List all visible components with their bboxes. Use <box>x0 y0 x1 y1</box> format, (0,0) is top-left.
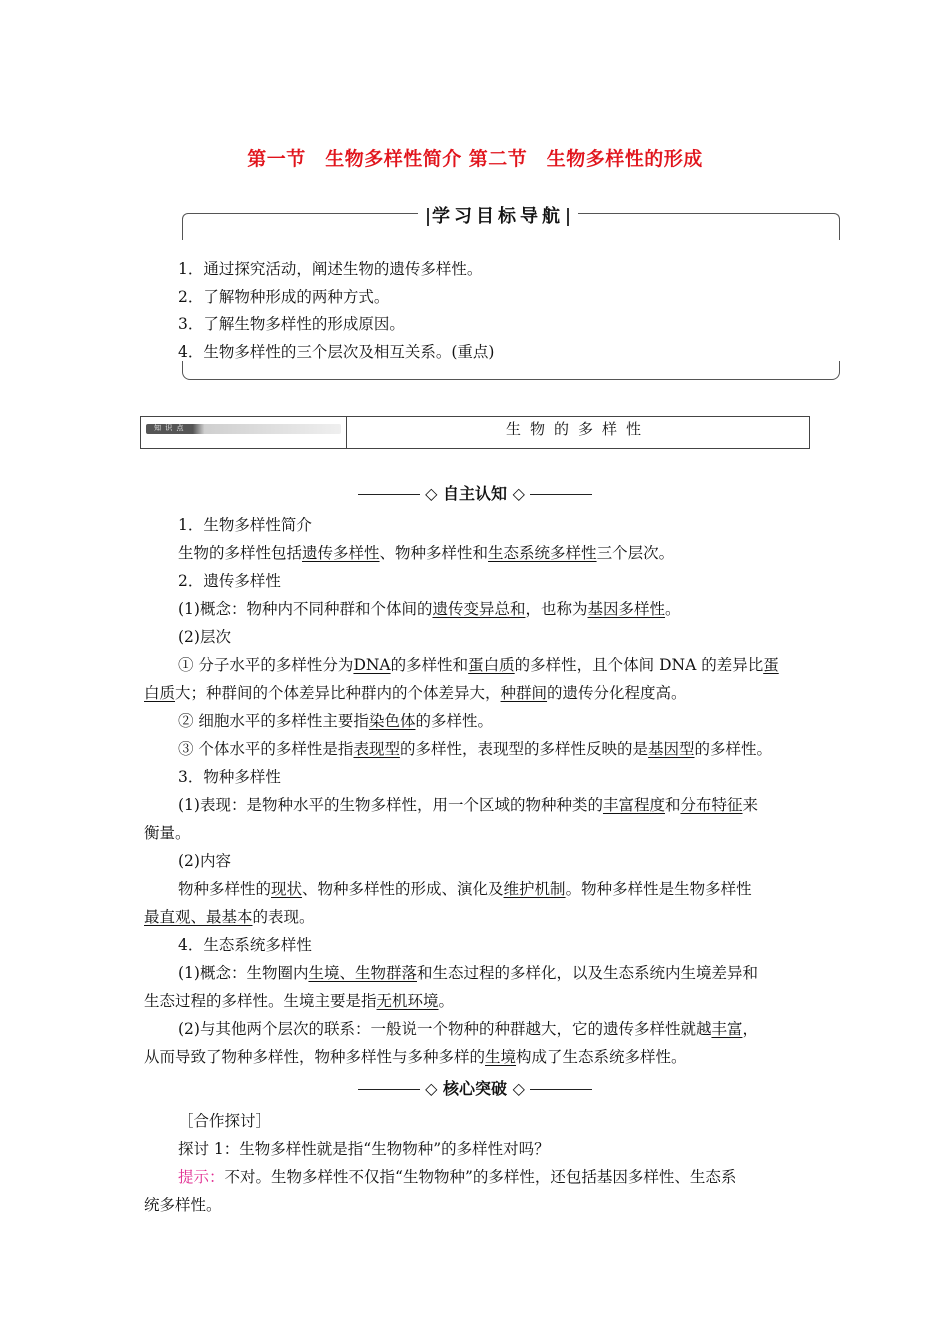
text-line: 白质大；种群间的个体差异比种群内的个体差异大，种群间的遗传分化程度高。 <box>144 684 687 702</box>
text-line: (1)概念：物种内不同种群和个体间的遗传变异总和，也称为基因多样性。 <box>178 600 681 618</box>
goal-item: 2．了解物种形成的两种方式。 <box>178 287 390 306</box>
text-line: (2)内容 <box>178 852 231 870</box>
text-line: (1)概念：生物圈内生境、生物群落和生态过程的多样化，以及生态系统内生境差异和 <box>178 964 758 982</box>
goal-item: 3．了解生物多样性的形成原因。 <box>178 315 405 333</box>
hint-label: 提示： <box>178 1168 225 1186</box>
text-line: 生态过程的多样性。生境主要是指无机环境。 <box>144 992 455 1010</box>
divider <box>358 494 420 495</box>
text-line: 提示：不对。生物多样性不仅指“生物物种”的多样性，还包括基因多样性、生态系 <box>178 1168 737 1186</box>
text-line: 3．物种多样性 <box>178 768 281 786</box>
text-line: 物种多样性的现状、物种多样性的形成、演化及维护机制。物种多样性是生物多样性 <box>178 880 752 898</box>
knowledge-point-badge: 知 识 点 <box>146 424 341 434</box>
divider <box>530 1089 592 1090</box>
text-line: 生物的多样性包括遗传多样性、物种多样性和生态系统多样性三个层次。 <box>178 544 675 562</box>
goal-item: 1．通过探究活动，阐述生物的遗传多样性。 <box>178 260 483 278</box>
section-core: ◇ 核心突破 ◇ <box>0 1076 950 1099</box>
goals-header: 学习目标导航 <box>418 202 578 228</box>
knowledge-point-bar <box>140 416 810 449</box>
text-line: ② 细胞水平的多样性主要指染色体的多样性。 <box>178 712 493 730</box>
text-line: ① 分子水平的多样性分为DNA的多样性和蛋白质的多样性，且个体间 DNA 的差异比蛋 <box>178 656 779 674</box>
header-bar-left-icon <box>427 208 429 226</box>
text-line: (2)层次 <box>178 628 231 646</box>
knowledge-point-label-cell <box>141 417 347 448</box>
divider <box>530 494 592 495</box>
text-line: (2)与其他两个层次的联系：一般说一个物种的种群越大，它的遗传多样性就越丰富， <box>178 1020 758 1038</box>
text-line: 最直观、最基本的表现。 <box>144 908 315 926</box>
text-line: ［合作探讨］ <box>178 1112 272 1130</box>
section-self-study: ◇ 自主认知 ◇ <box>0 481 950 504</box>
text-line: ③ 个体水平的多样性是指表现型的多样性，表现型的多样性反映的是基因型的多样性。 <box>178 740 772 758</box>
text-line: 1．生物多样性简介 <box>178 516 312 534</box>
goals-list <box>178 256 494 366</box>
text-line: 探讨 1：生物多样性就是指“生物物种”的多样性对吗？ <box>178 1140 550 1158</box>
text-line: 从而导致了物种多样性，物种多样性与多种多样的生境构成了生态系统多样性。 <box>144 1048 687 1066</box>
knowledge-point-title: 生物的多样性 <box>505 420 650 438</box>
header-bar-right-icon <box>567 208 569 226</box>
text-line: 4．生态系统多样性 <box>178 936 312 954</box>
text-line: 2．遗传多样性 <box>178 572 281 590</box>
text-line: 衡量。 <box>144 824 191 842</box>
divider <box>358 1089 420 1090</box>
goals-frame-top <box>182 206 840 240</box>
page-title: 第一节 生物多样性简介 第二节 生物多样性的形成 <box>247 148 703 170</box>
text-line: 统多样性。 <box>144 1196 222 1214</box>
goal-item: 4．生物多样性的三个层次及相互关系。(重点) <box>178 342 495 361</box>
text-line: (1)表现：是物种水平的生物多样性，用一个区域的物种种类的丰富程度和分布特征来 <box>178 796 759 814</box>
